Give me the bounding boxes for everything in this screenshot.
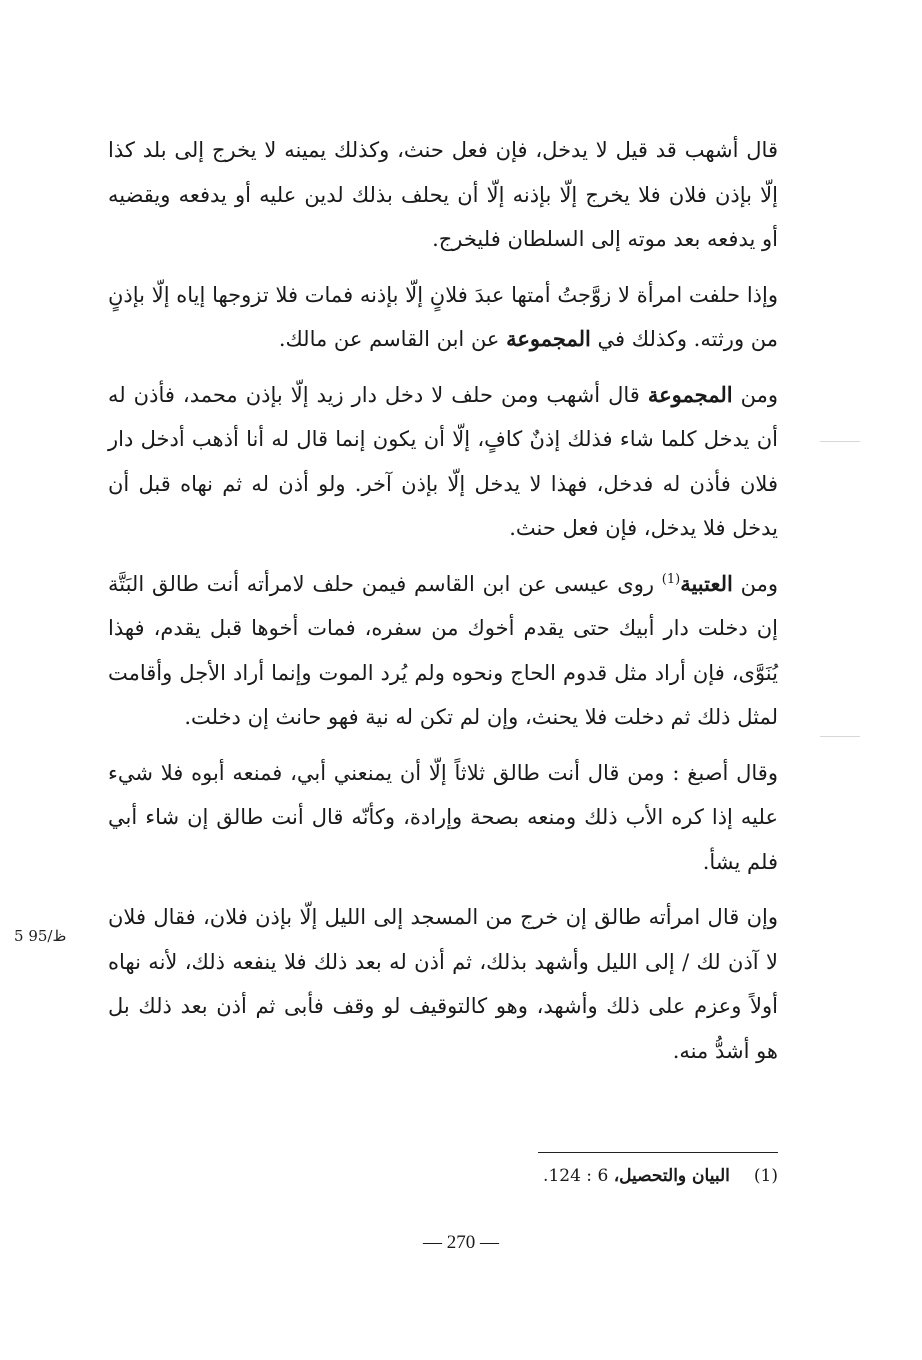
paragraph: وقال أصبغ : ومن قال أنت طالق ثلاثاً إلّا أن يمنعني أبي، فمنعه أبوه فلا شيء عليه إذا كره الأب ذلك ومنعه بصحة وإرادة، وكأنّه قال أنت طالق إن شاء أبي فلم يشأ. bbox=[108, 760, 778, 874]
text-run: ومن bbox=[732, 571, 778, 596]
paragraph bbox=[108, 562, 778, 740]
edge-mark bbox=[820, 736, 860, 737]
text-run: روى عيسى عن ابن القاسم فيمن حلف لامرأته أنت طالق البَتَّة إن دخلت دار أبيك حتى يقدم أخوك من سفره، فمات أخوها قبل يقدم، فهذا يُنَوَّى، فإن أراد مثل قدوم الحاج ونحوه ولم يُرد الموت وإنما أراد الأجل وأقامت لمثل ذلك ثم دخلت فلا يحنث، وإن لم تكن له نية فهو حانث إن دخلت. bbox=[108, 571, 778, 729]
paragraph bbox=[108, 273, 778, 362]
book-title: المجموعة bbox=[647, 381, 733, 407]
footnote bbox=[400, 1166, 778, 1186]
paragraph bbox=[108, 373, 778, 551]
text-run: عن ابن القاسم عن مالك. bbox=[278, 327, 507, 351]
book-title: العتبية bbox=[680, 570, 733, 596]
paragraph: قال أشهب قد قيل لا يدخل، فإن فعل حنث، وكذلك يمينه لا يخرج إلى بلد كذا إلّا بإذن فلان فلا يخرج إلّا بإذنه إلّا أن يحلف بذلك لدين عليه أو يدفعه ويقضيه أو يدفعه بعد موته إلى السلطان فليخرج. bbox=[108, 138, 778, 251]
manuscript-folio-note: ظ/95 5 bbox=[14, 927, 67, 945]
footnote-separator bbox=[538, 1152, 778, 1153]
edge-mark bbox=[820, 441, 860, 442]
footnote-source-title: البيان والتحصيل، bbox=[613, 1166, 730, 1186]
footnote-number: (1) bbox=[753, 1166, 778, 1186]
footnote-reference[interactable]: (1) bbox=[661, 571, 681, 587]
paragraph: وإن قال امرأته طالق إن خرج من المسجد إلى الليل إلّا بإذن فلان، فقال فلان لا آذن لك / إلى الليل وأشهد بذلك، ثم أذن له بعد ذلك فلا ينفعه ذلك، لأنه نهاه أولاً وعزم على ذلك وأشهد، وهو كالتوقيف لو وقف فأبى ثم أذن بعد ذلك بل هو أشدُّ منه. bbox=[108, 905, 778, 1063]
text-run: قال أشهب ومن حلف لا دخل دار زيد إلّا بإذن محمد، فأذن له أن يدخل كلما شاء فذلك إذنٌ كافٍ، إلّا أن يكون إنما قال له أنا أذهب أدخل دار فلان فأذن له فدخل، فهذا لا يدخل إلّا بإذن آخر. ولو أذن له ثم نهاه قبل أن يدخل فلا يدخل، فإن فعل حنث. bbox=[108, 382, 778, 540]
book-title: المجموعة bbox=[506, 326, 591, 351]
text-run: وإذا حلفت امرأة لا زوَّجتُ أمتها عبدَ فلانٍ إلّا بإذنه فمات فلا تزوجها إياه إلّا بإذنٍ من ورثته. وكذلك في bbox=[108, 282, 778, 351]
text-run: ومن bbox=[732, 382, 778, 407]
footnote-reference-text: 6 : 124. bbox=[543, 1166, 614, 1186]
main-text bbox=[108, 128, 778, 1084]
page-number: — 270 — bbox=[423, 1232, 499, 1253]
